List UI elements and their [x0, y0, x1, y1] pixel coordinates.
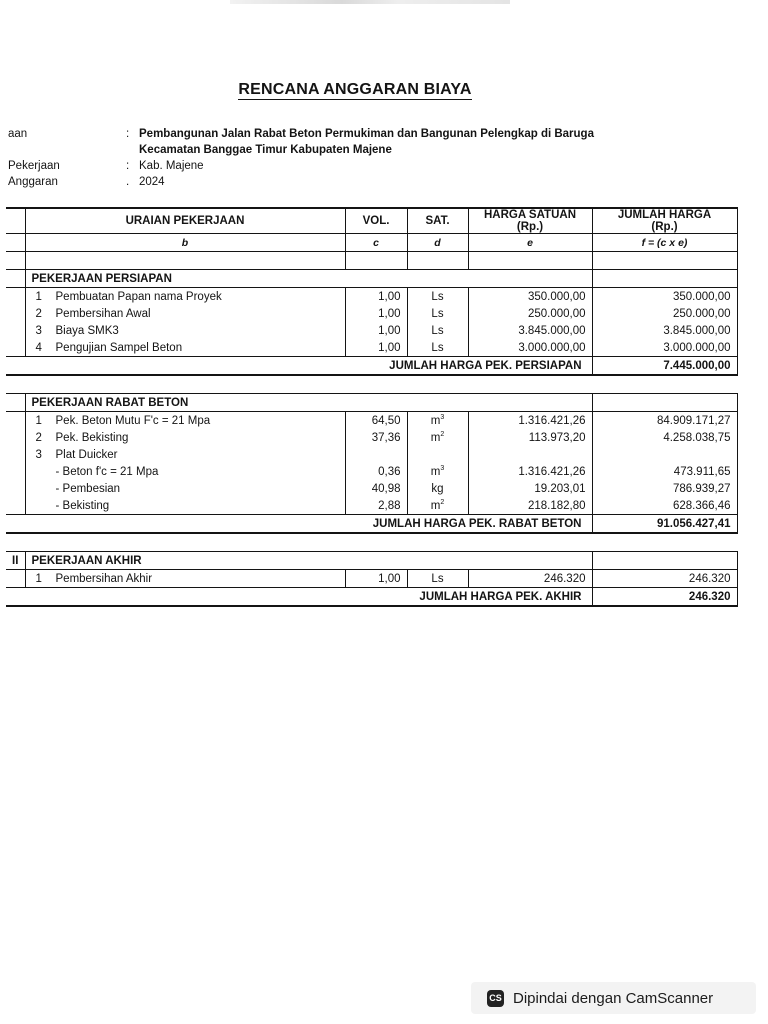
section-total-value: 91.056.427,41	[592, 515, 737, 534]
scan-artifact	[230, 0, 510, 4]
item-number: 2	[35, 431, 42, 444]
item-total: 786.939,27	[592, 480, 737, 497]
section-total-label: JUMLAH HARGA PEK. PERSIAPAN	[6, 357, 592, 376]
item-description: - Bekisting	[25, 497, 345, 515]
item-description: 3 Plat Duicker	[25, 446, 345, 463]
item-number: 3	[35, 324, 42, 337]
item-volume: 40,98	[345, 480, 407, 497]
section-total-value: 7.445.000,00	[592, 357, 737, 376]
header-sat: SAT.	[407, 208, 468, 234]
table-row	[6, 497, 737, 515]
item-unit-price: 3.000.000,00	[468, 339, 592, 357]
item-total	[592, 446, 737, 463]
section-total-label: JUMLAH HARGA PEK. AKHIR	[6, 588, 592, 607]
info-value: Kab. Majene	[139, 160, 204, 172]
table-row	[6, 570, 737, 588]
item-number: 4	[35, 341, 42, 354]
item-volume: 1,00	[345, 305, 407, 322]
item-unit-price: 1.316.421,26	[468, 412, 592, 430]
item-total: 350.000,00	[592, 288, 737, 306]
item-unit-price: 350.000,00	[468, 288, 592, 306]
item-description: 1 Pembersihan Akhir	[25, 570, 345, 588]
item-unit: $m^2$	[407, 429, 468, 446]
item-volume	[345, 446, 407, 463]
item-number: 1	[35, 414, 42, 427]
item-total: 3.000.000,00	[592, 339, 737, 357]
info-value-continued: Kecamatan Banggae Timur Kabupaten Majene	[139, 144, 392, 156]
table-row	[6, 322, 737, 339]
camscanner-watermark	[471, 982, 756, 1014]
section-title: PEKERJAAN RABAT BETON	[25, 394, 592, 412]
item-unit	[407, 446, 468, 463]
item-number: 2	[35, 307, 42, 320]
document-title: RENCANA ANGGARAN BIAYA	[238, 81, 472, 98]
section-total-row	[6, 588, 737, 607]
item-total: 246.320	[592, 570, 737, 588]
item-unit-price: 246.320	[468, 570, 592, 588]
item-unit: Ls	[407, 570, 468, 588]
item-total: 4.258.038,75	[592, 429, 737, 446]
item-unit: Ls	[407, 288, 468, 306]
section-total-row	[6, 515, 737, 534]
item-volume: 37,36	[345, 429, 407, 446]
section-title-row	[6, 394, 737, 412]
item-unit-price: 3.845.000,00	[468, 322, 592, 339]
item-description: - Pembesian	[25, 480, 345, 497]
item-unit: Ls	[407, 339, 468, 357]
table-row	[6, 446, 737, 463]
item-unit-price: 19.203,01	[468, 480, 592, 497]
item-description: 4 Pengujian Sampel Beton	[25, 339, 345, 357]
section-title-row	[6, 270, 737, 288]
item-volume: 64,50	[345, 412, 407, 430]
blank-row	[6, 252, 737, 270]
section-title: PEKERJAAN AKHIR	[25, 552, 592, 570]
item-total: 628.366,46	[592, 497, 737, 515]
item-total: 473.911,65	[592, 463, 737, 480]
section-title-row	[6, 552, 737, 570]
item-unit-price	[468, 446, 592, 463]
table-row	[6, 288, 737, 306]
item-volume: 1,00	[345, 288, 407, 306]
table-row	[6, 339, 737, 357]
item-volume: 1,00	[345, 339, 407, 357]
info-value: Pembangunan Jalan Rabat Beton Permukiman dan Bangunan Pelengkap di Baruga	[139, 128, 594, 140]
camscanner-logo-icon: CS	[487, 990, 504, 1007]
item-description: - Beton f'c = 21 Mpa	[25, 463, 345, 480]
section-total-row	[6, 357, 737, 376]
item-unit: $m^3$	[407, 463, 468, 480]
item-description: 2 Pek. Bekisting	[25, 429, 345, 446]
section-roman	[6, 394, 25, 412]
watermark-text: Dipindai dengan CamScanner	[513, 989, 714, 1007]
header-jumlah-harga: JUMLAH HARGA (Rp.)	[592, 208, 737, 234]
item-description: 1 Pek. Beton Mutu F'c = 21 Mpa	[25, 412, 345, 430]
item-number: 1	[35, 572, 42, 585]
header-harga-satuan: HARGA SATUAN (Rp.)	[468, 208, 592, 234]
table-row	[6, 305, 737, 322]
budget-table	[6, 207, 738, 607]
item-description: 3 Biaya SMK3	[25, 322, 345, 339]
header-uraian: URAIAN PEKERJAAN	[25, 208, 345, 234]
item-unit-price: 250.000,00	[468, 305, 592, 322]
table-row	[6, 429, 737, 446]
item-unit: $m^3$	[407, 412, 468, 430]
table-row	[6, 480, 737, 497]
item-total: 3.845.000,00	[592, 322, 737, 339]
item-description: 1 Pembuatan Papan nama Proyek	[25, 288, 345, 306]
item-unit: Ls	[407, 322, 468, 339]
item-description: 2 Pembersihan Awal	[25, 305, 345, 322]
item-unit: Ls	[407, 305, 468, 322]
section-roman: II	[6, 552, 25, 570]
item-number: 1	[35, 290, 42, 303]
item-unit-price: 1.316.421,26	[468, 463, 592, 480]
item-unit: $m^2$	[407, 497, 468, 515]
info-label: Anggaran	[8, 176, 58, 188]
table-row	[6, 463, 737, 480]
section-total-label: JUMLAH HARGA PEK. RABAT BETON	[6, 515, 592, 534]
item-unit: kg	[407, 480, 468, 497]
item-total: 84.909.171,27	[592, 412, 737, 430]
table-row	[6, 412, 737, 430]
header-vol: VOL.	[345, 208, 407, 234]
info-label: Pekerjaan	[8, 160, 60, 172]
section-total-value: 246.320	[592, 588, 737, 607]
info-label: aan	[8, 128, 28, 140]
section-roman	[6, 270, 25, 288]
item-volume: 1,00	[345, 322, 407, 339]
item-volume: 1,00	[345, 570, 407, 588]
header-no	[6, 208, 25, 234]
section-title: PEKERJAAN PERSIAPAN	[25, 270, 592, 288]
item-volume: 2,88	[345, 497, 407, 515]
item-unit-price: 113.973,20	[468, 429, 592, 446]
info-value: 2024	[139, 176, 165, 188]
table-header-row	[6, 208, 737, 234]
item-total: 250.000,00	[592, 305, 737, 322]
table-subheader-row: b c d e f = (c x e)	[6, 234, 737, 252]
item-number: 3	[35, 448, 42, 461]
item-volume: 0,36	[345, 463, 407, 480]
item-unit-price: 218.182,80	[468, 497, 592, 515]
